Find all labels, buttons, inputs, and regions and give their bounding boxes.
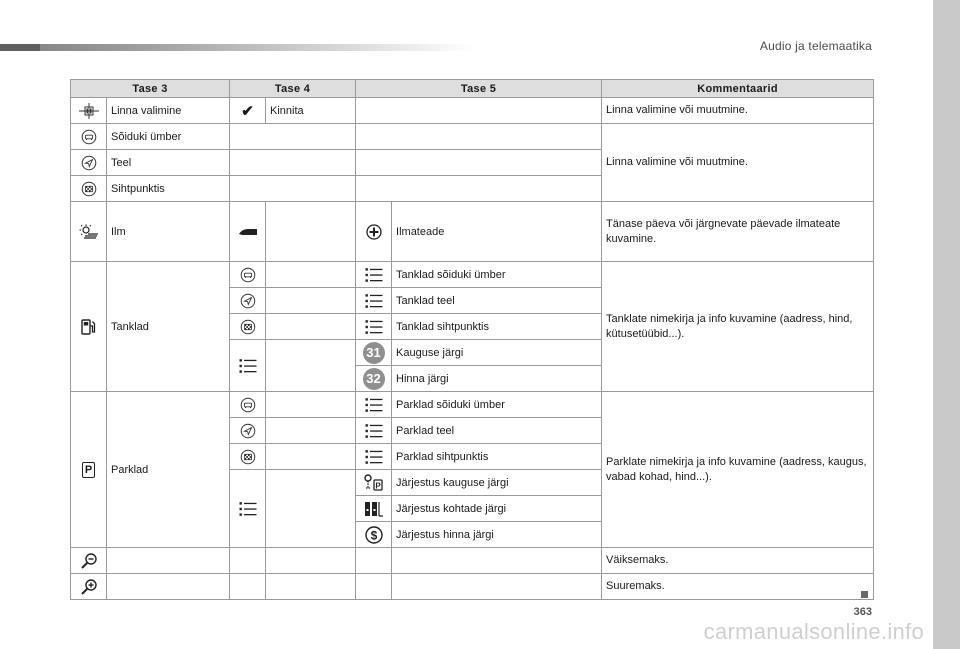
parking-spaces-icon[interactable]	[364, 500, 384, 518]
destination-icon[interactable]	[240, 319, 256, 335]
weather-confirm-icon[interactable]	[238, 226, 258, 238]
level5-parking-by-price: Järjestus hinna järgi	[392, 522, 602, 548]
list-icon[interactable]	[365, 449, 383, 465]
header-level-5: Tase 5	[356, 80, 602, 98]
level3-fuel-stations: Tanklad	[107, 262, 230, 392]
checkmark-icon[interactable]: ✔	[241, 102, 254, 120]
parking-icon[interactable]: P	[82, 462, 95, 478]
around-vehicle-icon[interactable]	[240, 267, 256, 283]
level5-parking-on-route: Parklad teel	[392, 418, 602, 444]
level3-destination: Sihtpunktis	[107, 176, 230, 202]
svg-text:$: $	[370, 528, 377, 542]
comment-fuel-stations: Tanklate nimekirja ja info kuvamine (aadress, hind, kütusetüübid...).	[602, 262, 874, 392]
svg-text:P: P	[374, 481, 381, 490]
list-icon[interactable]	[365, 267, 383, 283]
side-strip	[933, 0, 960, 649]
table-row	[71, 392, 874, 418]
list-icon[interactable]	[365, 397, 383, 413]
header-gradient-bar	[0, 44, 475, 51]
table-row	[71, 548, 874, 574]
level3-weather: Ilm	[107, 202, 230, 262]
around-vehicle-icon[interactable]	[81, 129, 97, 145]
comment-zoom-out: Väiksemaks.	[602, 548, 874, 574]
header-level-3: Tase 3	[71, 80, 230, 98]
level5-fuel-on-route: Tanklad teel	[392, 288, 602, 314]
level3-city-select: Linna valimine	[107, 98, 230, 124]
comment-parking: Parklate nimekirja ja info kuvamine (aadress, kaugus, vabad kohad, hind...).	[602, 392, 874, 548]
comment-city-change: Linna valimine või muutmine.	[602, 124, 874, 202]
list-icon[interactable]	[365, 293, 383, 309]
table-row	[71, 98, 874, 124]
watermark-text: carmanualsonline.info	[703, 619, 924, 644]
zoom-out-icon[interactable]	[80, 553, 98, 569]
level4-confirm: Kinnita	[266, 98, 356, 124]
zoom-in-icon[interactable]	[80, 579, 98, 595]
price-dollar-icon[interactable]	[365, 526, 383, 544]
level5-fuel-by-distance: Kauguse järgi	[392, 340, 602, 366]
level5-parking-at-destination: Parklad sihtpunktis	[392, 444, 602, 470]
list-icon[interactable]	[239, 501, 257, 517]
city-select-icon[interactable]	[79, 103, 99, 119]
table-header-row	[71, 80, 874, 98]
header-level-4: Tase 4	[230, 80, 356, 98]
destination-icon[interactable]	[240, 449, 256, 465]
weather-info-icon[interactable]	[366, 224, 382, 240]
level3-around-vehicle: Sõiduki ümber	[107, 124, 230, 150]
level5-fuel-around-vehicle: Tanklad sõiduki ümber	[392, 262, 602, 288]
weather-icon[interactable]	[79, 224, 99, 240]
list-icon[interactable]	[365, 423, 383, 439]
level5-fuel-by-price: Hinna järgi	[392, 366, 602, 392]
header-comments: Kommentaarid	[602, 80, 874, 98]
fuel-station-icon[interactable]	[81, 318, 97, 336]
level5-weather-report: Ilmateade	[392, 202, 602, 262]
level5-parking-by-spaces: Järjestus kohtade järgi	[392, 496, 602, 522]
badge-32-icon[interactable]: 32	[363, 368, 385, 390]
level5-parking-around-vehicle: Parklad sõiduki ümber	[392, 392, 602, 418]
level5-fuel-at-destination: Tanklad sihtpunktis	[392, 314, 602, 340]
badge-31-icon[interactable]: 31	[363, 342, 385, 364]
navigation-menu-table	[70, 79, 874, 600]
page-number: 363	[853, 606, 872, 618]
table-row	[71, 574, 874, 600]
on-route-icon[interactable]	[240, 293, 256, 309]
level3-parking: Parklad	[107, 392, 230, 548]
on-route-icon[interactable]	[81, 155, 97, 171]
list-icon[interactable]	[365, 319, 383, 335]
comment-city-select: Linna valimine või muutmine.	[602, 98, 874, 124]
table-row	[71, 202, 874, 262]
table-row	[71, 262, 874, 288]
parking-distance-icon[interactable]	[364, 474, 384, 492]
page-marker	[861, 591, 868, 598]
around-vehicle-icon[interactable]	[240, 397, 256, 413]
level5-parking-by-distance: Järjestus kauguse järgi	[392, 470, 602, 496]
comment-weather: Tänase päeva või järgnevate päevade ilmateate kuvamine.	[602, 202, 874, 262]
list-icon[interactable]	[239, 358, 257, 374]
comment-zoom-in: Suuremaks.	[602, 574, 874, 600]
page-header-title: Audio ja telemaatika	[759, 39, 872, 53]
table-row	[71, 124, 874, 150]
level3-on-route: Teel	[107, 150, 230, 176]
destination-icon[interactable]	[81, 181, 97, 197]
on-route-icon[interactable]	[240, 423, 256, 439]
